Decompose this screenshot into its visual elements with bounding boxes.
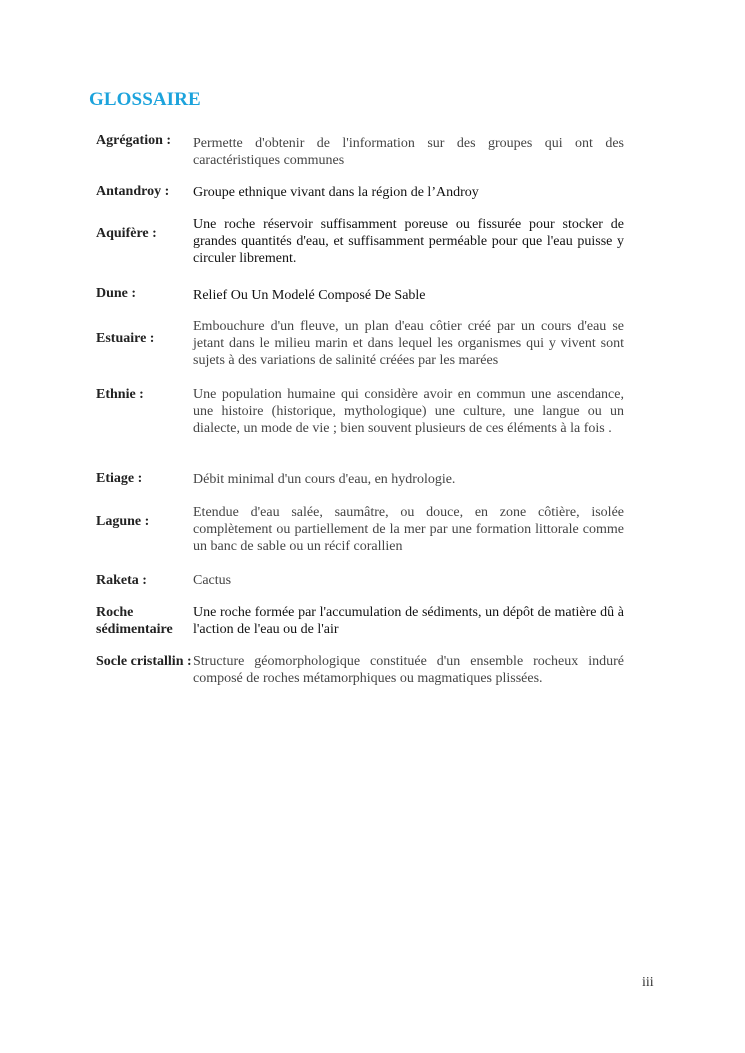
glossary-definition: Une roche réservoir suffisamment poreuse ou fissurée pour stocker de grandes quantités d'eau, et suffisamment perméable pour que l'eau puisse y circuler librement. — [193, 217, 624, 267]
glossary-definition: Structure géomorphologique constituée d'un ensemble rocheux induré composé de roches métamorphiques ou magmatiques plissées. — [193, 654, 624, 687]
glossary-term: Ethnie : — [96, 387, 144, 402]
glossary-definition: Embouchure d'un fleuve, un plan d'eau côtier créé par un cours d'eau se jetant dans le milieu marin et dans lequel les organismes qui y vivent sont sujets à des variations de salinité créées par les marées — [193, 319, 624, 369]
glossary-term: Raketa : — [96, 573, 147, 588]
glossary-term: Dune : — [96, 286, 137, 301]
glossary-definition: Groupe ethnique vivant dans la région de l’Androy — [193, 185, 479, 200]
glossary-term: Lagune : — [96, 514, 150, 529]
glossary-definition: Permette d'obtenir de l'information sur des groupes qui ont des caractéristiques communes — [193, 136, 624, 169]
glossary-term: Agrégation : — [96, 133, 172, 148]
glossary-term: Antandroy : — [96, 184, 170, 199]
glossary-term: Socle cristallin : — [96, 654, 192, 669]
page-title: GLOSSAIRE — [89, 89, 201, 110]
glossary-term: Estuaire : — [96, 331, 155, 346]
glossary-definition: Une roche formée par l'accumulation de sédiments, un dépôt de matière dû à l'action de l'eau ou de l'air — [193, 605, 624, 638]
glossary-term: Etiage : — [96, 471, 143, 486]
page-number: iii — [642, 975, 654, 990]
glossary-definition: Débit minimal d'un cours d'eau, en hydrologie. — [193, 472, 456, 487]
glossary-definition: Une population humaine qui considère avoir en commun une ascendance, une histoire (historique, mythologique) une culture, une langue ou un dialecte, un mode de vie ; bien souvent plusieurs de ces éléments à la fois . — [193, 387, 624, 437]
glossary-definition: Cactus — [193, 573, 232, 588]
glossary-definition: Relief Ou Un Modelé Composé De Sable — [193, 288, 426, 303]
glossary-definition: Etendue d'eau salée, saumâtre, ou douce, en zone côtière, isolée complètement ou partiellement de la mer par une formation littorale comme un banc de sable ou un récif corallien — [193, 505, 624, 555]
glossary-term: Aquifère : — [96, 226, 157, 241]
glossary-term: Roche sédimentaire — [96, 605, 173, 637]
